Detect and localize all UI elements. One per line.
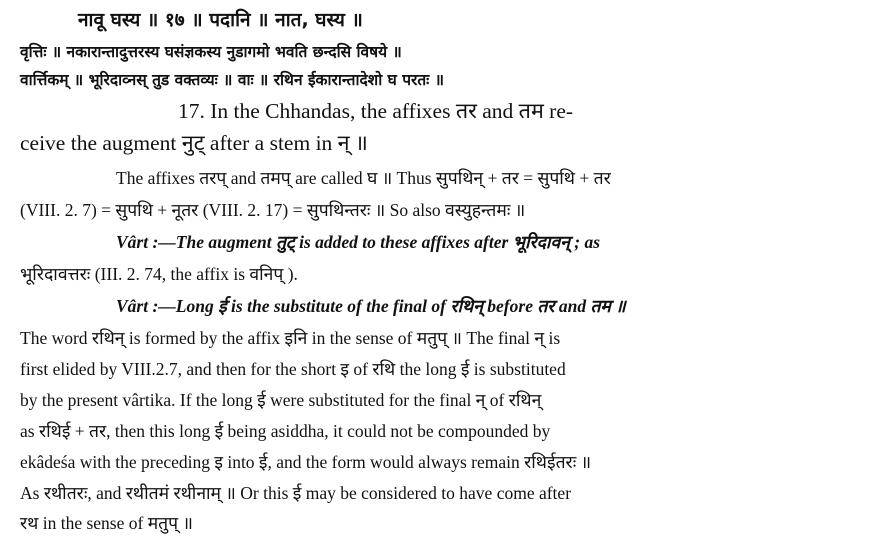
commentary-line: The affixes तरप् and तमप् are called घ ॥ Thus सुपथिन् + तर = सुपथि + तर — [116, 168, 611, 188]
commentary-line: As रथीतरः, and रथीतमं रथीनाम् ॥ Or this ई may be considered to have come after — [20, 483, 572, 503]
sutra-translation-line-1 — [178, 96, 573, 125]
commentary-line: (VIII. 2. 7) = सुपथि + नूतर (VIII. 2. 17) = सुपथिन्तरः ॥ So also वस्युहन्तमः ॥ — [20, 200, 526, 220]
sutra-translation-text: In the Chhandas, the affixes तर and तम re- — [210, 99, 574, 123]
sutra-heading: नावू घस्य ॥ १७ ॥ पदानि ॥ नात, घस्य ॥ — [78, 9, 363, 31]
commentary-line: The word रथिन् is formed by the affix इनि in the sense of मतुप् ॥ The final न् is — [20, 328, 561, 348]
commentary-line: first elided by VIII.2.7, and then for the short इ of रथि the long ई is substituted — [20, 359, 566, 379]
commentary-line: by the present vârtika. If the long ई were substituted for the final न् of रथिन् — [20, 390, 542, 410]
vritti-line: वृत्तिः ॥ नकारान्तादुत्तरस्य घसंज्ञकस्य नुडागमो भवति छन्दसि विषये ॥ — [20, 43, 402, 61]
commentary-line: as रथिई + तर, then this long ई being asiddha, it could not be compounded by — [20, 421, 551, 441]
sutra-translation-line-2: ceive the augment नुट् after a stem in न् ॥ — [20, 131, 368, 155]
vartika-commentary-line: Vârt :—Long ई is the substitute of the final of रथिन् before तर and तम ॥ — [116, 296, 626, 316]
vartika-line: वार्त्तिकम् ॥ भूरिदाव्नस् तुड वक्तव्यः ॥ वाः ॥ रथिन ईकारान्तादेशो घ परतः ॥ — [20, 71, 444, 89]
commentary-line: भूरिदावत्तरः (III. 2. 74, the affix is वनिप् ). — [20, 264, 298, 284]
commentary-line: रथ in the sense of मतुप् ॥ — [20, 513, 193, 533]
vartika-commentary-line: Vârt :—The augment तुट् is added to these affixes after भूरिदावन् ; as — [116, 232, 601, 252]
sutra-number: 17. — [178, 99, 205, 123]
commentary-line: ekâdeśa with the preceding इ into ई, and the form would always remain रथिईतरः ॥ — [20, 452, 592, 472]
